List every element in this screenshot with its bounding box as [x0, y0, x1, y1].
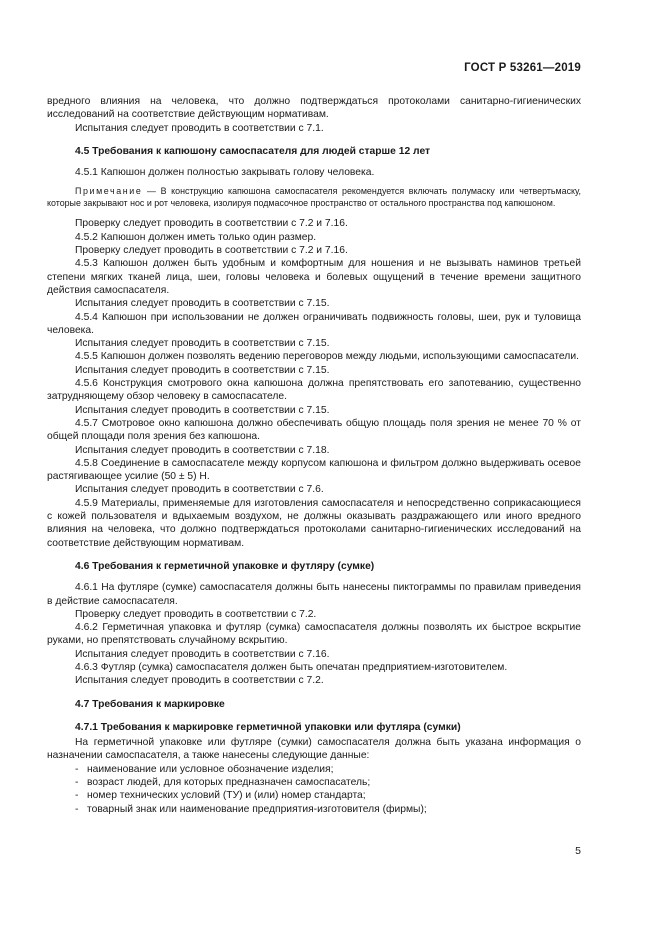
paragraph: 4.5.3 Капюшон должен быть удобным и комфортным для ношения и не вызывать наминов третьей степени мягких тканей лица, шеи, головы человека и болевых ощущений в течение времени защитного действия самоспасателя.	[47, 258, 581, 296]
section-heading: 4.6 Требования к герметичной упаковке и футляру (сумке)	[75, 560, 375, 572]
paragraph: Испытания следует проводить в соответствии с 7.1.	[75, 122, 324, 134]
paragraph: 4.5.2 Капюшон должен иметь только один размер.	[75, 231, 317, 243]
paragraph: 4.5.9 Материалы, применяемые для изготовления самоспасателя и непосредственно соприкасающиеся с кожей пользователя и вдыхаемым воздухом, не должны оказывать раздражающего или иного вредного влияния на человека, что должно подтверждаться протоколами санитарно-гигиенических исследований на соответствие действующим нормативам.	[47, 497, 581, 549]
paragraph: 4.5.8 Соединение в самоспасателе между корпусом капюшона и фильтром должно выдерживать осевое растягивающее усилие (50 ± 5) Н.	[47, 457, 581, 483]
paragraph: Испытания следует проводить в соответствии с 7.2.	[75, 675, 324, 687]
paragraph: 4.5.1 Капюшон должен полностью закрывать голову человека.	[75, 167, 375, 179]
paragraph: Проверку следует проводить в соответствии с 7.2.	[75, 608, 317, 620]
page-number: 5	[575, 845, 581, 857]
list-item	[47, 776, 581, 789]
paragraph: На герметичной упаковке или футляре (сумки) самоспасателя должна быть указана информация о назначении самоспасателя, а также нанесены следующие данные:	[47, 737, 581, 762]
paragraph: 4.5.7 Смотровое окно капюшона должно обеспечивать общую площадь поля зрения не менее 70 % от общей площади поля зрения без капюшона.	[47, 417, 581, 443]
list-item	[47, 763, 581, 776]
paragraph: 4.5.6 Конструкция смотрового окна капюшона должна препятствовать его запотеванию, существенно затрудняющему обзор человеку в самоспасателе.	[47, 378, 581, 403]
list-item-text: возраст людей, для которых предназначен самоспасатель;	[87, 777, 371, 789]
list-item	[47, 803, 581, 816]
paragraph: Испытания следует проводить в соответствии с 7.15.	[75, 338, 330, 350]
paragraph: Испытания следует проводить в соответствии с 7.15.	[75, 404, 330, 416]
paragraph: 4.6.1 На футляре (сумке) самоспасателя должны быть нанесены пиктограммы по правилам приведения в действие самоспасателя.	[47, 582, 581, 607]
list-item-text: номер технических условий (ТУ) и (или) номер стандарта;	[87, 790, 366, 802]
paragraph: вредного влияния на человека, что должно подтверждаться протоколами санитарно-гигиенических исследований на соответствие действующим нормативам.	[47, 96, 581, 121]
paragraph: Испытания следует проводить в соответствии с 7.15.	[75, 364, 330, 376]
paragraph: Проверку следует проводить в соответствии с 7.2 и 7.16.	[75, 245, 348, 257]
paragraph: Проверку следует проводить в соответствии с 7.2 и 7.16.	[75, 218, 348, 230]
note	[47, 185, 581, 209]
paragraph: 4.6.3 Футляр (сумка) самоспасателя должен быть опечатан предприятием-изготовителем.	[75, 661, 508, 673]
paragraph: 4.5.5 Капюшон должен позволять ведению переговоров между людьми, использующими самоспасатели.	[75, 351, 579, 363]
paragraph: Испытания следует проводить в соответствии с 7.6.	[75, 484, 324, 496]
section-heading: 4.7.1 Требования к маркировке герметичной упаковки или футляра (сумки)	[75, 721, 461, 733]
paragraph: 4.5.4 Капюшон при использовании не должен ограничивать подвижность головы, шеи, рук и туловища человека.	[47, 311, 581, 336]
list-dash: -	[75, 763, 79, 775]
section-heading: 4.5 Требования к капюшону самоспасателя для людей старше 12 лет	[75, 145, 431, 157]
list-item	[47, 789, 581, 802]
standard-number: ГОСТ Р 53261—2019	[464, 62, 581, 74]
list-item-text: товарный знак или наименование предприятия-изготовителя (фирмы);	[87, 803, 427, 815]
note-label: Примечание	[75, 186, 143, 197]
list-dash: -	[75, 803, 79, 815]
list-dash: -	[75, 777, 79, 789]
list-dash: -	[75, 790, 79, 802]
paragraph: 4.6.2 Герметичная упаковка и футляр (сумка) самоспасателя должны позволять их быстрое вскрытие руками, но препятствовать случайному вскрытию.	[47, 622, 581, 647]
list-item-text: наименование или условное обозначение изделия;	[87, 763, 334, 775]
paragraph: Испытания следует проводить в соответствии с 7.15.	[75, 298, 330, 310]
section-heading: 4.7 Требования к маркировке	[75, 698, 225, 710]
paragraph: Испытания следует проводить в соответствии с 7.18.	[75, 444, 330, 456]
note-text: — В конструкцию капюшона самоспасателя рекомендуется включать полумаску или четвертьмаску, которые закрывают нос и рот человека, изолируя подмасочное пространство от остального пространства под капюшоном.	[47, 186, 581, 209]
document-body	[47, 95, 581, 816]
paragraph: Испытания следует проводить в соответствии с 7.16.	[75, 648, 330, 660]
